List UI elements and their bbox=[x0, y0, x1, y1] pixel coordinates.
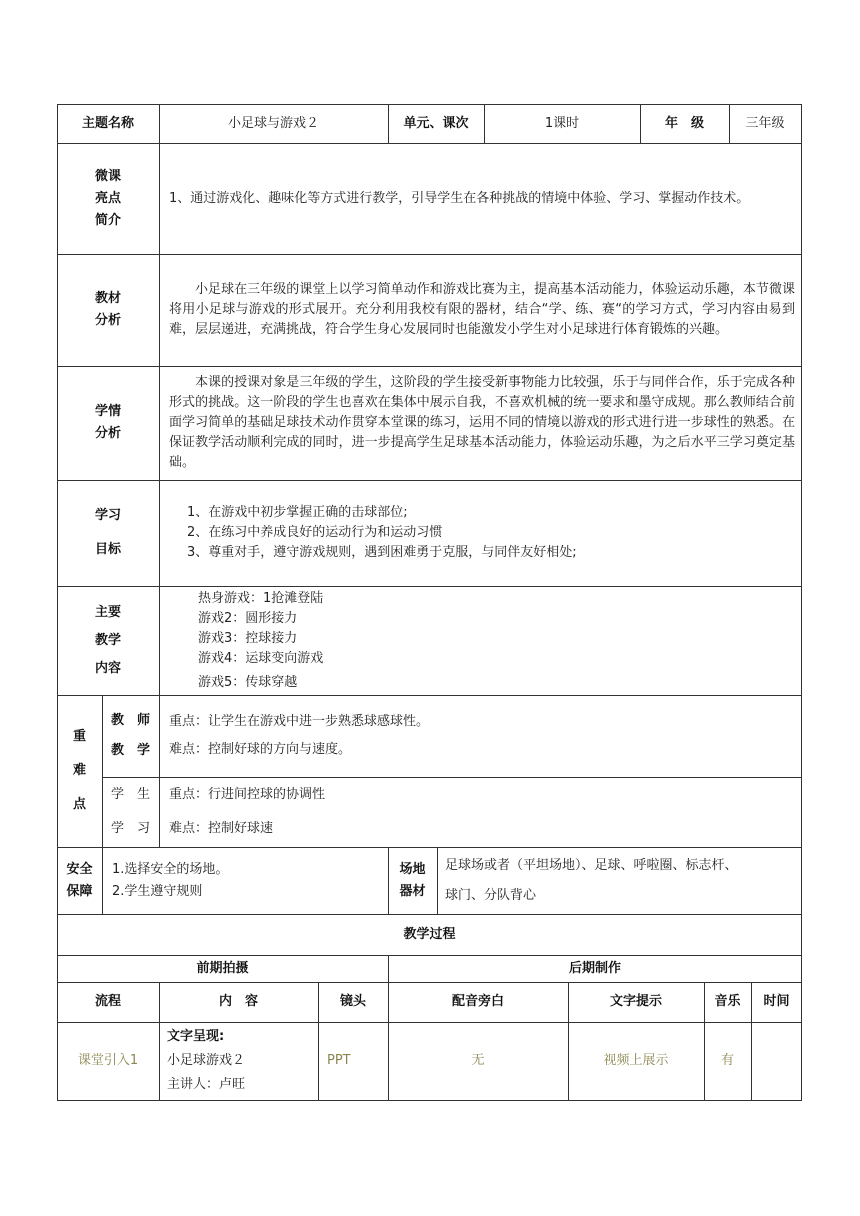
caption-cell-text: 视频上展示 bbox=[603, 1053, 669, 1068]
flow-cell-text: 课堂引入1 bbox=[77, 1053, 139, 1068]
content-item: 游戏4：运球变向游戏 bbox=[198, 650, 324, 666]
safety-label bbox=[57, 847, 102, 914]
students-label bbox=[57, 366, 159, 480]
topic-value-text: 小足球与游戏２ bbox=[227, 115, 319, 131]
content-list bbox=[198, 586, 797, 695]
lesson-plan-table bbox=[57, 104, 802, 1101]
content-label-line: 主要 bbox=[94, 604, 121, 620]
highlights-text bbox=[169, 143, 795, 254]
content-cell-line: 小足球游戏２ bbox=[167, 1053, 246, 1068]
column-header-content bbox=[159, 982, 318, 1022]
process-title-text: 教学过程 bbox=[403, 926, 456, 942]
highlights-label-line: 亮点 bbox=[94, 190, 121, 206]
table-row-content bbox=[167, 1022, 318, 1100]
content-item: 游戏3：控球接力 bbox=[198, 630, 298, 646]
col-divider bbox=[437, 847, 438, 914]
students-paragraph: 本课的授课对象是三年级的学生，这阶段的学生接受新事物能力比较强，乐于与同伴合作，乐于完成各种形式的挑战。这一阶段的学生也喜欢在集体中展示自我，不喜欢机械的统一要求和墨守成规。那么教师结合前面学习简单的基础足球技术动作贯穿本堂课的练习，运用不同的情境以游戏的形式进行进一步球性的熟悉。在保证教学活动顺利完成的同时，进一步提高学生足球基本活动能力，体验运动乐趣，为之后水平三学习奠定基础。 bbox=[169, 375, 795, 470]
column-header-voiceover bbox=[388, 982, 568, 1022]
table-border-bottom bbox=[57, 1100, 802, 1101]
difficulty-label-line: 重 bbox=[72, 729, 86, 744]
goal-item: 3、尊重对手，遵守游戏规则，遇到困难勇于克服，与同伴友好相处; bbox=[187, 545, 577, 560]
student-hard-point: 难点：控制好球速 bbox=[169, 821, 274, 836]
teacher-points bbox=[169, 695, 795, 777]
unit-value-text: 1课时 bbox=[544, 115, 580, 131]
content-item: 游戏5：传球穿越 bbox=[198, 674, 298, 690]
content-label bbox=[57, 586, 159, 695]
student-key-point: 重点：行进间控球的协调性 bbox=[169, 787, 326, 802]
column-header-text: 内 容 bbox=[218, 994, 258, 1009]
pre-production-text: 前期拍摄 bbox=[196, 960, 249, 976]
topic-value bbox=[159, 104, 388, 143]
table-row-shot bbox=[327, 1022, 388, 1100]
unit-label-text: 单元、课次 bbox=[403, 115, 469, 131]
goal-item: 1、在游戏中初步掌握正确的击球部位; bbox=[187, 505, 408, 520]
highlights-paragraph: 1、通过游戏化、趣味化等方式进行教学，引导学生在各种挑战的情境中体验、学习、掌握动作技术。 bbox=[169, 190, 750, 206]
student-label-line: 学 习 bbox=[110, 821, 150, 836]
process-title bbox=[57, 914, 802, 955]
unit-value bbox=[484, 104, 640, 143]
table-row-time bbox=[751, 1022, 802, 1100]
highlights-label-line: 微课 bbox=[94, 168, 121, 184]
column-header-flow bbox=[57, 982, 159, 1022]
grade-value-text: 三年级 bbox=[745, 115, 785, 131]
shot-cell-text: PPT bbox=[327, 1053, 351, 1068]
column-header-text: 镜头 bbox=[339, 994, 366, 1009]
pre-production-title bbox=[57, 955, 388, 982]
safety-item: 1.选择安全的场地。 bbox=[112, 861, 229, 877]
material-label-line: 分析 bbox=[94, 313, 121, 328]
goals-label-line: 目标 bbox=[94, 542, 121, 557]
column-header-text: 流程 bbox=[94, 994, 121, 1009]
post-production-text: 后期制作 bbox=[568, 960, 621, 976]
table-row-caption bbox=[568, 1022, 704, 1100]
venue-label-line: 场地 bbox=[399, 861, 426, 877]
students-label-line: 分析 bbox=[94, 426, 121, 441]
material-paragraph: 小足球在三年级的课堂上以学习简单动作和游戏比赛为主，提高基本活动能力，体验运动乐趣，本节微课将用小足球与游戏的形式展开。充分利用我校有限的器材，结合“学、练、赛“的学习方式，学习内容由易到难，层层递进，充满挑战，符合学生身心发展同时也能激发小学生对小足球进行体育锻炼的兴趣。 bbox=[169, 282, 795, 337]
venue-label-line: 器材 bbox=[399, 883, 426, 899]
teacher-hard-point: 难点：控制好球的方向与速度。 bbox=[169, 742, 352, 757]
student-label-line: 学 生 bbox=[110, 787, 150, 802]
teacher-key-point: 重点：让学生在游戏中进一步熟悉球感球性。 bbox=[169, 714, 430, 729]
students-text bbox=[169, 366, 795, 480]
post-production-title bbox=[388, 955, 802, 982]
highlights-label-line: 简介 bbox=[94, 212, 121, 228]
unit-label bbox=[388, 104, 484, 143]
column-header-time bbox=[751, 982, 802, 1022]
grade-label bbox=[640, 104, 729, 143]
student-points bbox=[169, 777, 795, 847]
col-divider bbox=[102, 847, 103, 914]
venue-line: 球门、分队背心 bbox=[445, 887, 537, 903]
goals-list bbox=[187, 480, 797, 586]
content-cell-line: 主讲人：卢旺 bbox=[167, 1077, 246, 1092]
column-header-music bbox=[704, 982, 751, 1022]
col-divider bbox=[159, 695, 160, 847]
topic-label bbox=[57, 104, 159, 143]
teacher-label bbox=[102, 695, 159, 777]
goals-label bbox=[57, 480, 159, 586]
venue-label bbox=[388, 847, 437, 914]
students-label-line: 学情 bbox=[94, 404, 121, 419]
column-header-text: 时间 bbox=[763, 994, 790, 1009]
goals-label-line: 学习 bbox=[94, 508, 121, 523]
teacher-label-line: 教 学 bbox=[110, 743, 150, 758]
content-label-line: 内容 bbox=[94, 660, 121, 676]
grade-label-text: 年 级 bbox=[664, 115, 704, 131]
safety-label-line: 安全 bbox=[66, 861, 93, 877]
column-header-text: 音乐 bbox=[714, 994, 741, 1009]
content-cell-title: 文字呈现: bbox=[167, 1029, 225, 1044]
venue-line: 足球场或者（平坦场地）、足球、呼啦圈、标志杆、 bbox=[445, 857, 738, 873]
table-row-flow bbox=[57, 1022, 159, 1100]
teacher-label-line: 教 师 bbox=[110, 713, 150, 728]
content-item: 热身游戏：1抢滩登陆 bbox=[198, 590, 324, 606]
col-divider bbox=[159, 143, 160, 695]
safety-label-line: 保障 bbox=[66, 883, 93, 899]
venue-equipment bbox=[445, 847, 797, 914]
content-item: 游戏2：圆形接力 bbox=[198, 610, 298, 626]
table-row-music bbox=[704, 1022, 751, 1100]
student-label bbox=[102, 777, 159, 847]
music-cell-text: 有 bbox=[720, 1053, 734, 1068]
difficulty-label-line: 点 bbox=[72, 797, 86, 812]
material-label-line: 教材 bbox=[94, 291, 121, 306]
topic-label-text: 主题名称 bbox=[81, 115, 134, 131]
safety-item: 2.学生遵守规则 bbox=[112, 883, 203, 899]
difficulty-label bbox=[57, 695, 102, 847]
column-header-text: 文字提示 bbox=[609, 994, 662, 1009]
goal-item: 2、在练习中养成良好的运动行为和运动习惯 bbox=[187, 525, 443, 540]
safety-list bbox=[112, 847, 382, 914]
column-header-text: 配音旁白 bbox=[451, 994, 504, 1009]
difficulty-label-line: 难 bbox=[72, 763, 86, 778]
grade-value bbox=[729, 104, 801, 143]
material-label bbox=[57, 254, 159, 366]
voiceover-cell-text: 无 bbox=[471, 1053, 485, 1068]
highlights-label bbox=[57, 143, 159, 254]
column-header-shot bbox=[318, 982, 388, 1022]
table-row-voiceover bbox=[388, 1022, 568, 1100]
material-text bbox=[169, 254, 795, 366]
content-label-line: 教学 bbox=[94, 632, 121, 648]
column-header-caption bbox=[568, 982, 704, 1022]
